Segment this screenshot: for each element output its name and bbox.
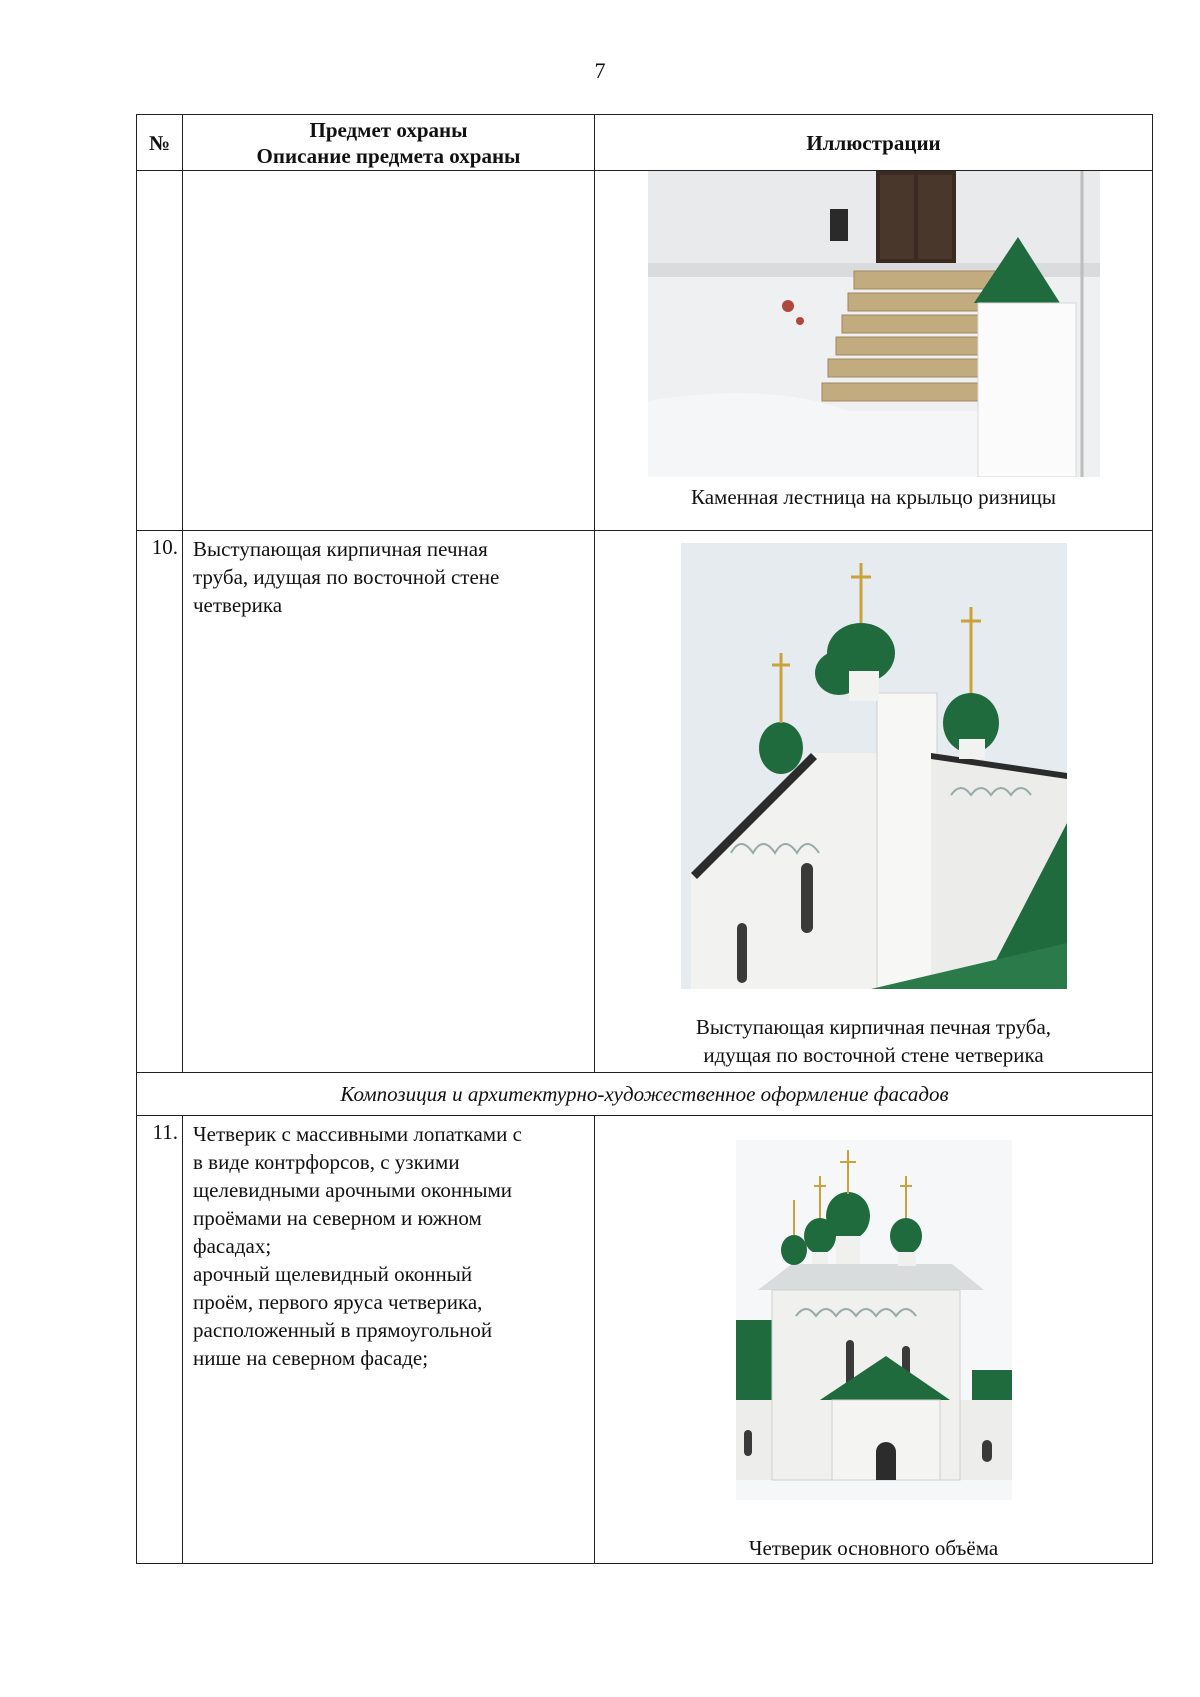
row-caption bbox=[595, 1013, 1152, 1069]
row-number bbox=[137, 171, 183, 531]
row-caption bbox=[595, 1534, 1152, 1562]
table-header-row bbox=[137, 115, 1153, 171]
caption-line: идущая по восточной стене четверика bbox=[703, 1043, 1044, 1067]
church-chimney-photo bbox=[681, 543, 1067, 989]
header-illustrations: Иллюстрации bbox=[595, 115, 1153, 171]
row-number: 11. bbox=[137, 1116, 183, 1564]
row-description: Четверик с массивными лопатками с в виде контрфорсов, с узкими щелевидными арочными оконными проёмами на северном и южном фасадах; арочный щелевидный оконный проём, первого яруса четверика, расположенный в прямоугольной нише на северном фасаде; bbox=[183, 1116, 595, 1564]
caption-line: Каменная лестница на крыльцо ризницы bbox=[691, 485, 1056, 509]
page-number: 7 bbox=[594, 58, 606, 83]
row-illustration bbox=[595, 171, 1153, 531]
header-subject-line1: Предмет охраны bbox=[309, 117, 468, 142]
caption-line: Четверик основного объёма bbox=[748, 1536, 999, 1560]
row-description bbox=[183, 171, 595, 531]
protection-subject-table bbox=[136, 114, 1153, 1564]
section-heading-row bbox=[137, 1073, 1153, 1116]
chetverik-photo bbox=[736, 1140, 1012, 1500]
header-subject bbox=[183, 115, 595, 171]
row-illustration bbox=[595, 531, 1153, 1073]
staircase-photo bbox=[648, 171, 1100, 477]
caption-line: Выступающая кирпичная печная труба, bbox=[695, 1015, 1052, 1039]
section-heading: Композиция и архитектурно-художественное оформление фасадов bbox=[137, 1073, 1153, 1116]
row-illustration bbox=[595, 1116, 1153, 1564]
row-number: 10. bbox=[137, 531, 183, 1073]
header-subject-line2: Описание предмета охраны bbox=[256, 143, 521, 168]
table-row bbox=[137, 531, 1153, 1073]
table-row bbox=[137, 1116, 1153, 1564]
header-num: № bbox=[137, 115, 183, 171]
row-description: Выступающая кирпичная печная труба, идущая по восточной стене четверика bbox=[183, 531, 595, 1073]
row-caption bbox=[595, 483, 1152, 511]
table-row bbox=[137, 171, 1153, 531]
